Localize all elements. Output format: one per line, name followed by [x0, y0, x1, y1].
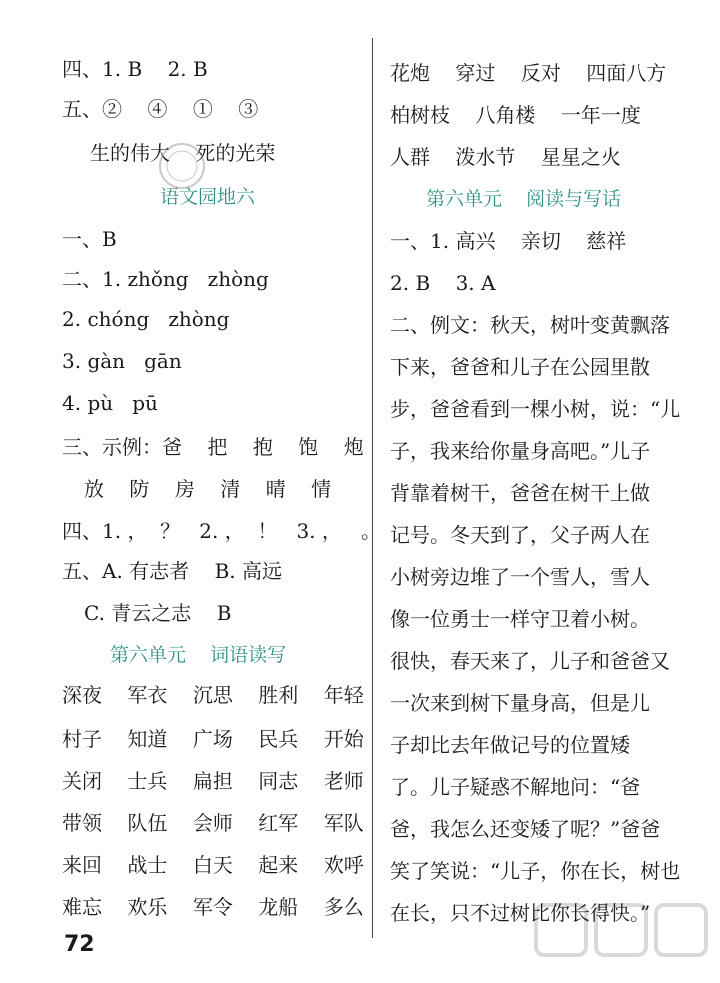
answer-line: 生的伟大 死的光荣: [90, 141, 276, 165]
answer-line: 下来，爸爸和儿子在公园里散: [390, 355, 650, 379]
answer-line: 在长，只不过树比你长得快。”: [390, 901, 651, 925]
section-heading: 语文园地六: [160, 186, 256, 208]
answer-line: 难忘 欢乐 军令 龙船 多么: [62, 895, 364, 919]
answer-line: 记号。冬天到了，父子两人在: [390, 523, 650, 547]
answer-line: 爸，我怎么还变矮了呢？”爸爸: [390, 817, 661, 841]
answer-line: 3. gàn gān: [62, 349, 182, 373]
answer-line: 人群 泼水节 星星之火: [390, 145, 621, 169]
answer-line: 像一位勇士一样守卫着小树。: [390, 607, 650, 631]
answer-line: 五、A. 有志者 B. 高远: [62, 559, 282, 583]
stamp-icon: [156, 140, 208, 192]
answer-line: 四、1. ， ？ 2. ， ！ 3. ， 。: [62, 519, 381, 543]
answer-line: 背靠着树干，爸爸在树干上做: [390, 481, 650, 505]
watermark-logo-icon: [532, 897, 712, 977]
answer-line: 小树旁边堆了一个雪人，雪人: [390, 565, 650, 589]
answer-line: 子却比去年做记号的位置矮: [390, 733, 630, 757]
answer-line: 花炮 穿过 反对 四面八方: [390, 61, 667, 85]
answer-line: 笑了笑说：“儿子，你在长，树也: [390, 859, 681, 883]
answer-line: 柏树枝 八角楼 一年一度: [390, 103, 641, 127]
answer-line: 五、② ④ ① ③: [62, 97, 259, 121]
answer-line: 2. B 3. A: [390, 271, 496, 295]
answer-line: 子，我来给你量身高吧。”儿子: [390, 439, 651, 463]
answer-line: C. 青云之志 B: [84, 601, 232, 625]
answer-line: 一次来到树下量身高，但是儿: [390, 691, 650, 715]
answer-line: 三、示例：爸 把 抱 饱 炮: [62, 435, 364, 459]
answer-line: 关闭 士兵 扁担 同志 老师: [62, 769, 364, 793]
answer-line: 四、1. B 2. B: [62, 57, 208, 81]
answer-line: 步，爸爸看到一棵小树，说：“儿: [390, 397, 681, 421]
section-heading: 第六单元 阅读与写话: [426, 188, 622, 210]
answer-line: 深夜 军衣 沉思 胜利 年轻: [62, 683, 364, 707]
answer-line: 一、B: [62, 227, 117, 251]
page-number: 72: [64, 932, 95, 957]
answer-line: 很快，春天来了，儿子和爸爸又: [390, 649, 670, 673]
answer-line: 二、1. zhǒng zhòng: [62, 267, 269, 291]
column-divider: [372, 38, 373, 938]
answer-line: 村子 知道 广场 民兵 开始: [62, 727, 364, 751]
answer-line: 了。儿子疑惑不解地问：“爸: [390, 775, 641, 799]
answer-line: 4. pù pū: [62, 391, 158, 415]
answer-line: 二、例文：秋天，树叶变黄飘落: [390, 313, 670, 337]
answer-line: 2. chóng zhòng: [62, 307, 230, 331]
answer-line: 来回 战士 白天 起来 欢呼: [62, 853, 364, 877]
answer-line: 放 防 房 清 晴 情: [84, 477, 332, 501]
section-heading: 第六单元 词语读写: [110, 644, 287, 666]
answer-line: 带领 队伍 会师 红军 军队: [62, 811, 364, 835]
answer-line: 一、1. 高兴 亲切 慈祥: [390, 229, 627, 253]
